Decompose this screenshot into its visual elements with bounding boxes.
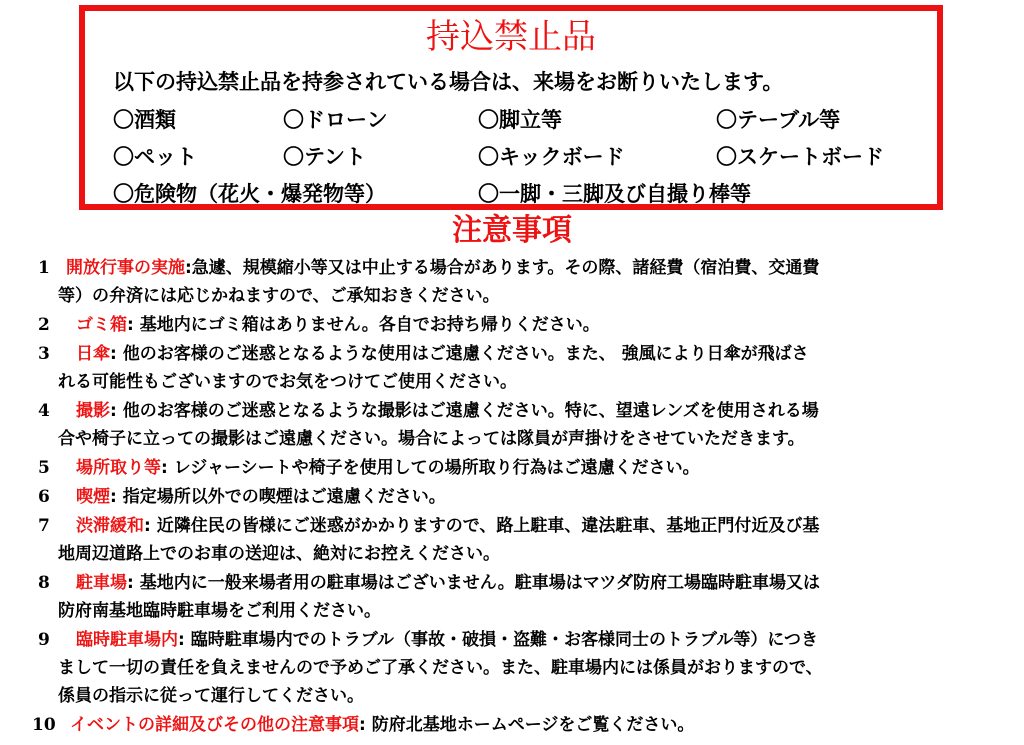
notice-text: : 臨時駐車場内でのトラブル（事故・破損・盗難・お客様同士のトラブル等）につき <box>178 630 819 650</box>
notice-keyword: 開放行事の実施 <box>66 258 185 278</box>
notice-keyword: 日傘 <box>76 344 110 364</box>
notice-number: 4 <box>38 401 50 421</box>
prohibited-item: 〇ドローン <box>283 108 388 132</box>
notice-keyword: イベントの詳細及びその他の注意事項 <box>70 715 359 735</box>
prohibited-intro: 以下の持込禁止品を持参されている場合は、来場をお断りいたします。 <box>113 70 784 94</box>
notice-keyword: 臨時駐車場内 <box>76 630 178 650</box>
notice-text: 地周辺道路上でのお車の送迎は、絶対にお控えください。 <box>58 544 500 564</box>
notice-text: : 他のお客様のご迷惑となるような撮影はご遠慮ください。特に、望遠レンズを使用される場 <box>110 401 819 421</box>
notice-text: れる可能性もございますのでお気をつけてご使用ください。 <box>58 372 517 392</box>
prohibited-item: 〇テーブル等 <box>716 108 841 132</box>
prohibited-item: 〇テント <box>283 145 366 169</box>
notice-keyword: 駐車場 <box>76 573 127 593</box>
notice-text: 防府南基地臨時駐車場をご利用ください。 <box>58 601 381 621</box>
notice-text: 係員の指示に従って運行してください。 <box>58 686 364 706</box>
notice-number: 9 <box>38 630 50 650</box>
notice-number: 10 <box>32 715 56 735</box>
notice-text: 合や椅子に立っての撮影はご遠慮ください。場合によっては隊員が声掛けをさせていただきます。 <box>58 429 805 449</box>
notice-keyword: 喫煙 <box>76 487 110 507</box>
notice-text: : 防府北基地ホームページをご覧ください。 <box>359 715 695 735</box>
notice-number: 1 <box>38 258 50 278</box>
prohibited-title: 持込禁止品 <box>426 17 596 57</box>
notice-keyword: 場所取り等 <box>76 458 161 478</box>
notice-text: :急遽、規模縮小等又は中止する場合があります。その際、諸経費（宿泊費、交通費 <box>185 258 820 278</box>
prohibited-item: 〇キックボード <box>478 145 625 169</box>
prohibited-items-box <box>79 5 943 210</box>
notice-number: 6 <box>38 487 50 507</box>
prohibited-item: 〇一脚・三脚及び自撮り棒等 <box>478 182 751 206</box>
notice-text: : 基地内にゴミ箱はありません。各自でお持ち帰りください。 <box>127 315 600 335</box>
notice-number: 3 <box>38 344 50 364</box>
notice-text: : レジャーシートや椅子を使用しての場所取り行為はご遠慮ください。 <box>161 458 700 478</box>
notice-keyword: ゴミ箱 <box>76 315 127 335</box>
notice-number: 8 <box>38 573 50 593</box>
prohibited-item: 〇酒類 <box>113 108 176 132</box>
notice-text: : 指定場所以外での喫煙はご遠慮ください。 <box>110 487 446 507</box>
prohibited-item: 〇ペット <box>113 145 197 169</box>
notice-keyword: 渋滞緩和 <box>76 516 144 536</box>
notice-text: まして一切の責任を負えませんので予めご了承ください。また、駐車場内には係員がおりますので、 <box>58 658 823 678</box>
prohibited-item: 〇スケートボード <box>716 145 884 169</box>
notice-text: : 近隣住民の皆様にご迷惑がかかりますので、路上駐車、違法駐車、基地正門付近及び基 <box>144 516 820 536</box>
prohibited-item: 〇危険物（花火・爆発物等） <box>113 182 386 206</box>
notice-number: 2 <box>38 315 50 335</box>
notice-keyword: 撮影 <box>76 401 110 421</box>
notice-text: : 基地内に一般来場者用の駐車場はございません。駐車場はマツダ防府工場臨時駐車場又は <box>127 573 821 593</box>
notice-number: 5 <box>38 458 50 478</box>
notice-text: 等）の弁済には応じかねますので、ご承知おきください。 <box>58 286 500 306</box>
notices-title: 注意事項 <box>452 213 572 248</box>
notice-text: : 他のお客様のご迷惑となるような使用はご遠慮ください。また、 強風により日傘が飛ばさ <box>110 344 809 364</box>
prohibited-item: 〇脚立等 <box>478 108 562 132</box>
notice-number: 7 <box>38 516 50 536</box>
